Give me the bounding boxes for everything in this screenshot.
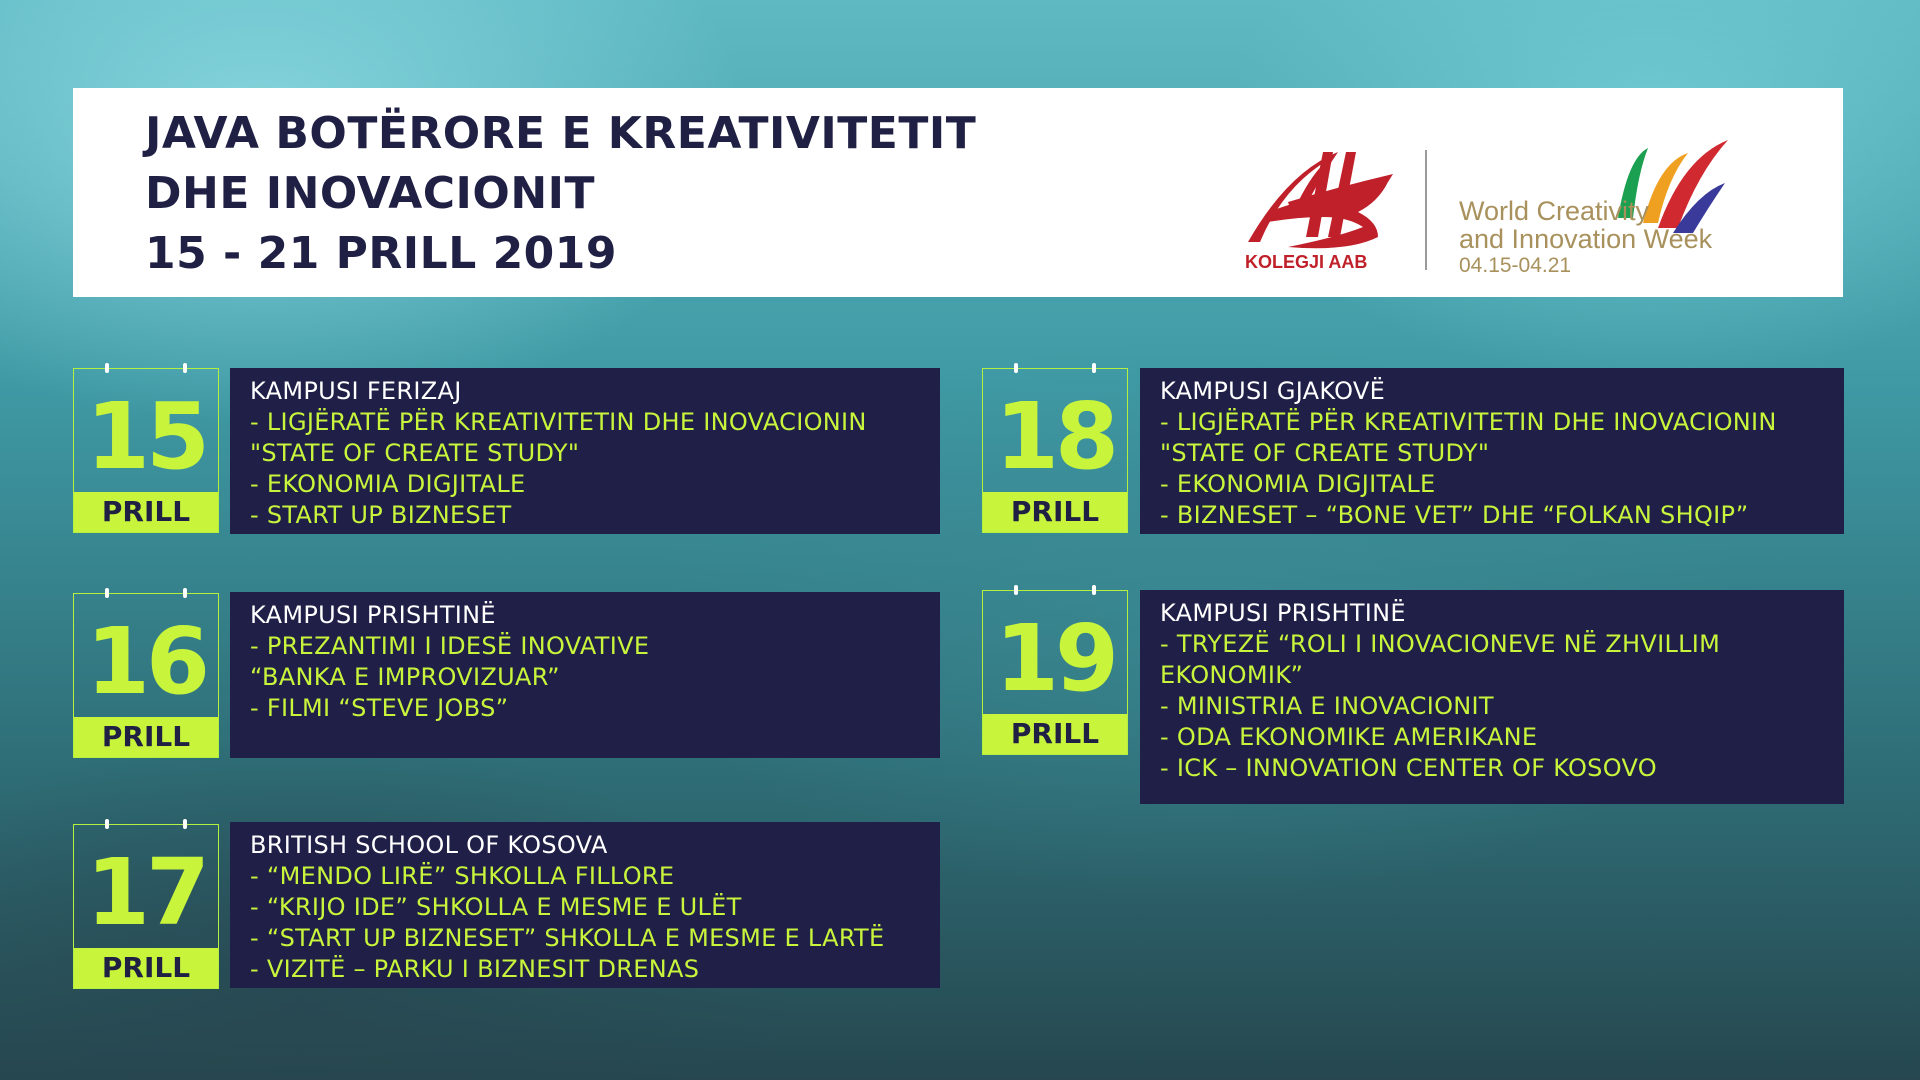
panel-item: - “KRIJO IDE” SHKOLLA E MESME E ULËT — [250, 893, 742, 921]
logo-divider — [1425, 150, 1427, 270]
calendar-day-17 — [73, 824, 219, 989]
schedule-panel-day-18 — [1140, 368, 1844, 534]
calendar-ring-icon — [1014, 585, 1018, 595]
calendar-day-number: 15 — [85, 383, 207, 490]
calendar-ring-icon — [183, 363, 187, 373]
page-title-dates: 15 - 21 PRILL 2019 — [145, 228, 618, 279]
schedule-panel-day-15 — [230, 368, 940, 534]
calendar-month: PRILL — [74, 717, 218, 757]
calendar-ring-icon — [105, 819, 109, 829]
panel-heading: BRITISH SCHOOL OF KOSOVA — [250, 831, 608, 859]
panel-item: - LIGJËRATË PËR KREATIVITETIN DHE INOVACIONIN — [250, 408, 867, 436]
panel-item: - MINISTRIA E INOVACIONIT — [1160, 692, 1494, 720]
calendar-month: PRILL — [983, 714, 1127, 754]
calendar-day-number: 17 — [85, 839, 207, 946]
panel-heading: KAMPUSI FERIZAJ — [250, 377, 462, 405]
schedule-panel-day-17 — [230, 822, 940, 988]
page-title-line-1: JAVA BOTËRORE E KREATIVITETIT — [145, 108, 977, 159]
calendar-ring-icon — [1092, 363, 1096, 373]
calendar-day-16 — [73, 593, 219, 758]
schedule-panel-day-19 — [1140, 590, 1844, 804]
panel-item: "STATE OF CREATE STUDY" — [250, 439, 580, 467]
panel-item: - START UP BIZNESET — [250, 501, 512, 529]
panel-item: - ICK – INNOVATION CENTER OF KOSOVO — [1160, 754, 1657, 782]
calendar-day-number: 19 — [994, 605, 1116, 712]
schedule-panel-day-16 — [230, 592, 940, 758]
calendar-ring-icon — [183, 819, 187, 829]
panel-item: - PREZANTIMI I IDESË INOVATIVE — [250, 632, 650, 660]
calendar-day-number: 18 — [994, 383, 1116, 490]
calendar-month: PRILL — [74, 492, 218, 532]
panel-item: - EKONOMIA DIGJITALE — [1160, 470, 1436, 498]
calendar-day-number: 16 — [85, 608, 207, 715]
panel-item: “BANKA E IMPROVIZUAR” — [250, 663, 560, 691]
calendar-ring-icon — [105, 588, 109, 598]
calendar-ring-icon — [1014, 363, 1018, 373]
panel-item: - EKONOMIA DIGJITALE — [250, 470, 526, 498]
panel-item: - FILMI “STEVE JOBS” — [250, 694, 509, 722]
panel-item: - ODA EKONOMIKE AMERIKANE — [1160, 723, 1538, 751]
panel-item: - LIGJËRATË PËR KREATIVITETIN DHE INOVACIONIN — [1160, 408, 1777, 436]
panel-item: - BIZNESET – “BONE VET” DHE “FOLKAN SHQIP” — [1160, 501, 1749, 529]
kolegji-aab-logo-text: KOLEGJI AAB — [1245, 252, 1368, 272]
panel-heading: KAMPUSI PRISHTINË — [250, 601, 496, 629]
wciw-text-dates: 04.15-04.21 — [1459, 254, 1572, 277]
header-banner — [73, 88, 1843, 297]
calendar-ring-icon — [183, 588, 187, 598]
calendar-ring-icon — [105, 363, 109, 373]
panel-item: - TRYEZË “ROLI I INOVACIONEVE NË ZHVILLIM — [1160, 630, 1721, 658]
panel-item: "STATE OF CREATE STUDY" — [1160, 439, 1490, 467]
calendar-day-19 — [982, 590, 1128, 755]
wciw-text-line-1: World Creativity — [1459, 196, 1650, 226]
panel-item: - “START UP BIZNESET” SHKOLLA E MESME E LARTË — [250, 924, 885, 952]
panel-heading: KAMPUSI PRISHTINË — [1160, 599, 1406, 627]
panel-item: - VIZITË – PARKU I BIZNESIT DRENAS — [250, 955, 700, 983]
page-title-line-2: DHE INOVACIONIT — [145, 168, 596, 219]
calendar-month: PRILL — [74, 948, 218, 988]
calendar-ring-icon — [1092, 585, 1096, 595]
calendar-day-15 — [73, 368, 219, 533]
calendar-day-18 — [982, 368, 1128, 533]
calendar-month: PRILL — [983, 492, 1127, 532]
panel-item: EKONOMIK” — [1160, 661, 1304, 689]
panel-heading: KAMPUSI GJAKOVË — [1160, 377, 1386, 405]
wciw-text-line-2: and Innovation Week — [1459, 224, 1713, 254]
panel-item: - “MENDO LIRË” SHKOLLA FILLORE — [250, 862, 675, 890]
